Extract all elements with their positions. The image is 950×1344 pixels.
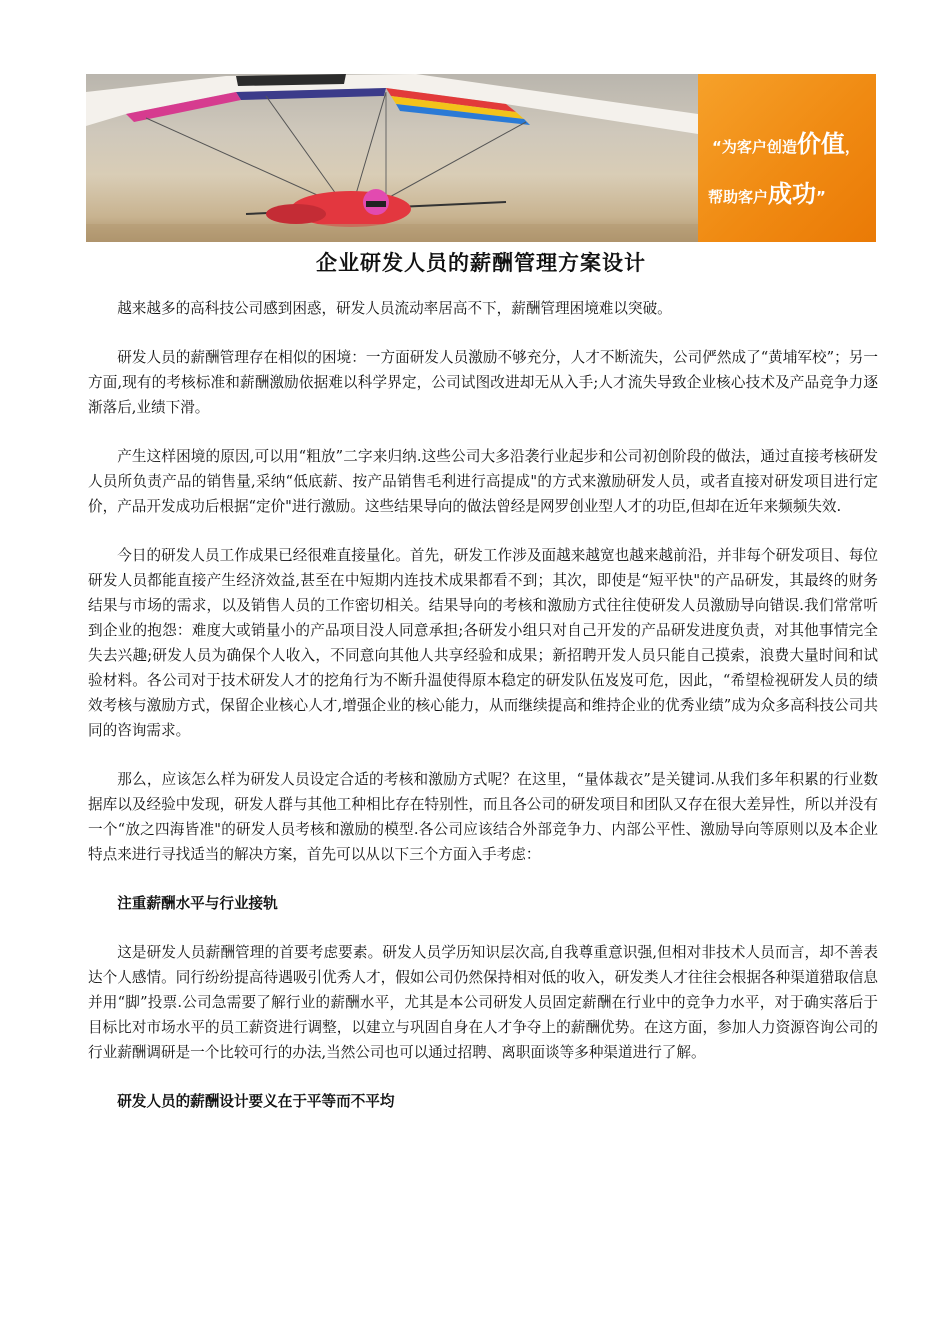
paragraph-quantification: 今日的研发人员工作成果已经很难直接量化。首先，研发工作涉及面越来越宽也越来越前沿，并非每个研发项目、每位研发人员都能直接产生经济效益,甚至在中短期内连技术成果都看不到；其次，即使是“短平快"的产品研发，其最终的财务结果与市场的需求，以及销售人员的工作密切相关。结果导向的考核和激励方式往往使研发人员激励导向错误.我们常常听到企业的抱怨：难度大或销量小的产品项目没人同意承担;各研发小组只对自己开发的产品研发进度负责，对其他事情完全失去兴趣;研发人员为确保个人收入，不同意向其他人共享经验和成果；新招聘开发人员只能自己摸索，浪费大量时间和试验材料。各公司对于技术研发人才的挖角行为不断升温使得原本稳定的研发队伍岌岌可危，因此，“希望检视研发人员的绩效考核与激励方式，保留企业核心人才,增强企业的核心能力，从而继续提高和维持企业的优秀业绩”成为众多高科技公司共同的咨询需求。 [88, 547, 878, 739]
paragraph-intro: 越来越多的高科技公司感到困惑，研发人员流动率居高不下，薪酬管理困境难以突破。 [117, 300, 672, 317]
paragraph-approach: 那么，应该怎么样为研发人员设定合适的考核和激励方式呢？在这里，“量体裁衣”是关键词.从我们多年积累的行业数据库以及经验中发现，研发人群与其他工种相比存在特别性，而且各公司的研发项目和团队又存在很大差异性，所以并没有一个“放之四海皆准"的研发人员考核和激励的模型.各公司应该结合外部竞争力、内部公平性、激励导向等原则以及本企业特点来进行寻找适当的解决方案，首先可以从以下三个方面入手考虑： [88, 771, 878, 863]
slogan-line-2-emphasis: 成功 [768, 180, 817, 208]
slogan-line-1 [712, 124, 860, 159]
header-banner [86, 74, 876, 242]
section-heading-market-level: 注重薪酬水平与行业接轨 [117, 895, 278, 912]
slogan-line-2 [708, 174, 826, 209]
slogan-line-1-emphasis: 价值 [796, 130, 845, 158]
slogan-line-1-prefix: “为客户创造 [712, 138, 797, 156]
hang-glider-photo [86, 74, 698, 242]
slogan-panel [698, 74, 876, 242]
slogan-line-2-prefix: 帮助客户 [708, 188, 769, 206]
paragraph-cause: 产生这样困境的原因,可以用“粗放”二字来归纳.这些公司大多沿袭行业起步和公司初创阶段的做法，通过直接考核研发人员所负责产品的销售量,采纳“低底薪、按产品销售毛利进行高提成"的方式来激励研发人员，或者直接对研发项目进行定价，产品开发成功后根据“定价"进行激励。这些结果导向的做法曾经是网罗创业型人才的功臣,但却在近年来频频失效. [88, 448, 878, 515]
hang-glider-illustration [86, 74, 698, 242]
section-heading-equality: 研发人员的薪酬设计要义在于平等而不平均 [117, 1093, 395, 1110]
paragraph-dilemma: 研发人员的薪酬管理存在相似的困境：一方面研发人员激励不够充分，人才不断流失，公司俨然成了“黄埔军校”；另一方面,现有的考核标准和薪酬激励依据难以科学界定，公司试图改进却无从入手;人才流失导致企业核心技术及产品竞争力逐渐落后,业绩下滑。 [88, 349, 878, 416]
document-body [88, 296, 878, 1138]
paragraph-market-level: 这是研发人员薪酬管理的首要考虑要素。研发人员学历知识层次高,自我尊重意识强,但相对非技术人员而言，却不善表达个人感情。同行纷纷提高待遇吸引优秀人才，假如公司仍然保持相对低的收入，研发类人才往往会根据各种渠道猎取信息并用“脚”投票.公司急需要了解行业的薪酬水平，尤其是本公司研发人员固定薪酬在行业中的竞争力水平，对于确实落后于目标比对市场水平的员工薪资进行调整，以建立与巩固自身在人才争夺上的薪酬优势。在这方面，参加人力资源咨询公司的行业薪酬调研是一个比较可行的办法,当然公司也可以通过招聘、离职面谈等多种渠道进行了解。 [88, 944, 878, 1061]
slogan-line-1-suffix: ， [844, 138, 860, 156]
document-title: 企业研发人员的薪酬管理方案设计 [316, 251, 646, 275]
slogan-line-2-suffix: ” [816, 188, 826, 206]
